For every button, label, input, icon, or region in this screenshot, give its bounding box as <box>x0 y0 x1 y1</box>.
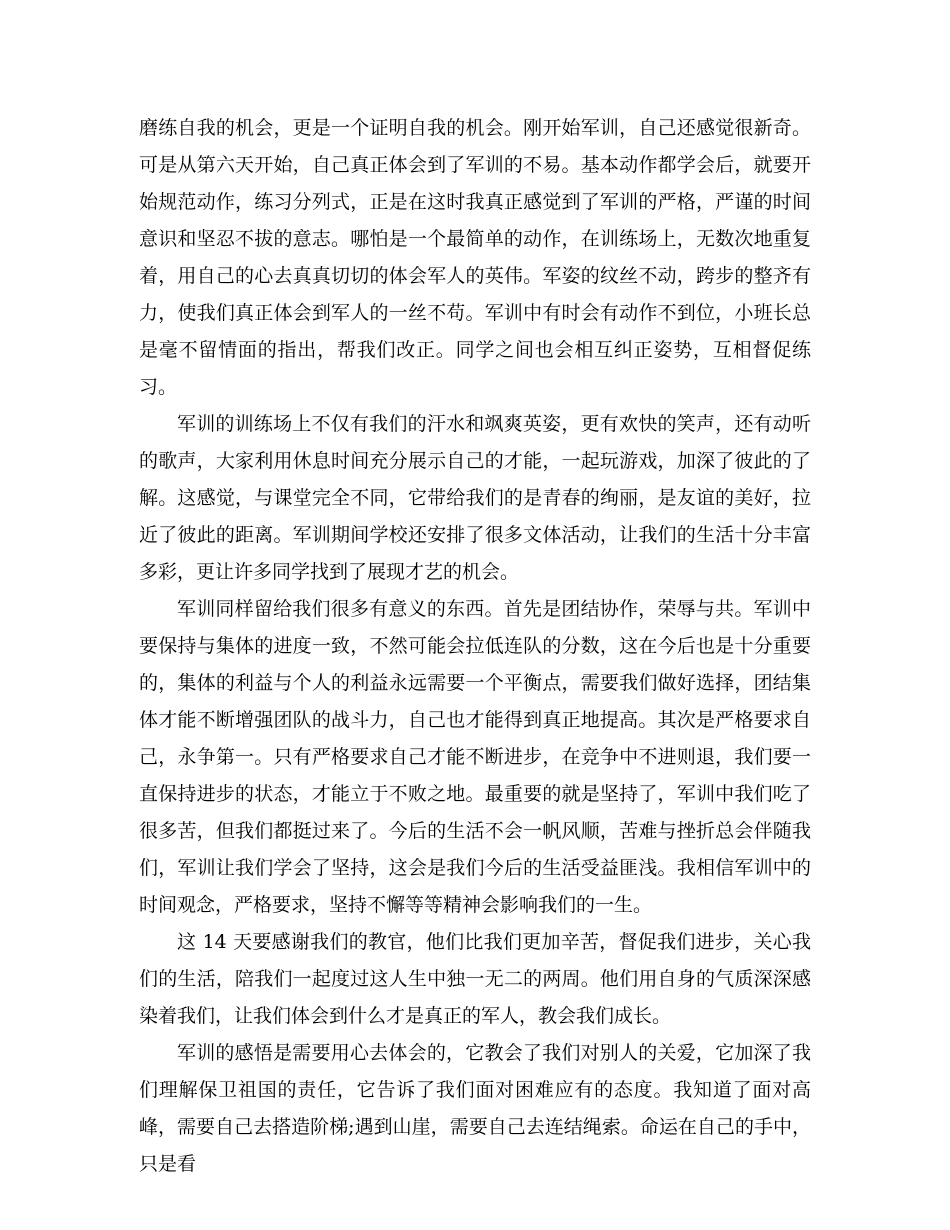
paragraph-reflection: 军训的感悟是需要用心去体会的，它教会了我们对别人的关爱，它加深了我们理解保卫祖国的责任，它告诉了我们面对困难应有的态度。我知道了面对高峰，需要自己去搭造阶梯;遇到山崖，需要自己去连结绳索。命运在自己的手中，只是看 <box>139 1042 811 1175</box>
paragraph-continuation: 磨练自我的机会，更是一个证明自我的机会。刚开始军训，自己还感觉很新奇。可是从第六天开始，自己真正体会到了军训的不易。基本动作都学会后，就要开始规范动作，练习分列式，正是在这时我真正感觉到了军训的严格，严谨的时间意识和坚忍不拔的意志。哪怕是一个最简单的动作，在训练场上，无数次地重复着，用自己的心去真真切切的体会军人的英伟。军姿的纹丝不动，跨步的整齐有力，使我们真正体会到军人的一丝不苟。军训中有时会有动作不到位，小班长总是毫不留情面的指出，帮我们改正。同学之间也会相互纠正姿势，互相督促练习。 <box>139 117 811 398</box>
paragraph-thanks-instructors: 这 14 天要感谢我们的教官，他们比我们更加辛苦，督促我们进步，关心我们的生活，陪我们一起度过这人生中独一无二的两周。他们用自身的气质深深感染着我们，让我们体会到什么才是真正的军人，教会我们成长。 <box>139 931 811 1027</box>
document-body <box>139 110 811 1183</box>
paragraph-training-ground: 军训的训练场上不仅有我们的汗水和飒爽英姿，更有欢快的笑声，还有动听的歌声，大家利用休息时间充分展示自己的才能，一起玩游戏，加深了彼此的了解。这感觉，与课堂完全不同，它带给我们的是青春的绚丽，是友谊的美好，拉近了彼此的距离。军训期间学校还安排了很多文体活动，让我们的生活十分丰富多彩，更让许多同学找到了展现才艺的机会。 <box>139 413 811 583</box>
paragraph-meaningful-lessons: 军训同样留给我们很多有意义的东西。首先是团结协作，荣辱与共。军训中要保持与集体的进度一致，不然可能会拉低连队的分数，这在今后也是十分重要的，集体的利益与个人的利益永远需要一个平衡点，需要我们做好选择，团结集体才能不断增强团队的战斗力，自己也才能得到真正地提高。其次是严格要求自己，永争第一。只有严格要求自己才能不断进步，在竞争中不进则退，我们要一直保持进步的状态，才能立于不败之地。最重要的就是坚持了，军训中我们吃了很多苦，但我们都挺过来了。今后的生活不会一帆风顺，苦难与挫折总会伴随我们，军训让我们学会了坚持，这会是我们今后的生活受益匪浅。我相信军训中的时间观念，严格要求，坚持不懈等等精神会影响我们的一生。 <box>139 598 811 916</box>
